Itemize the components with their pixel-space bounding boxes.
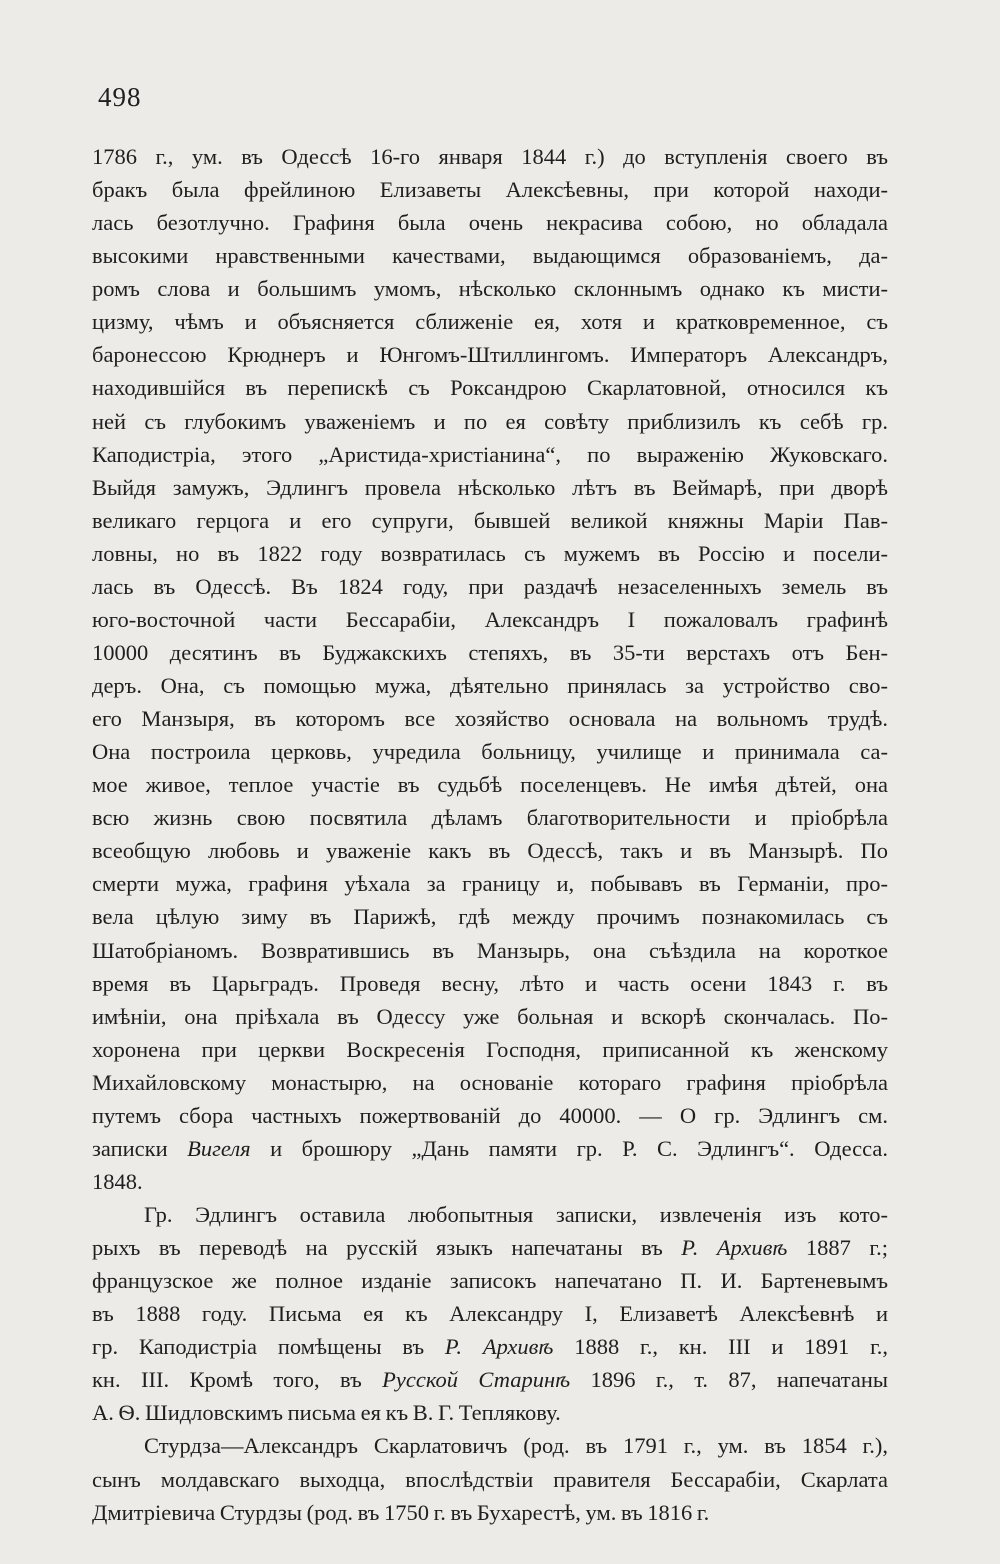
- text-line: [92, 1231, 888, 1264]
- text-line: 1848.: [92, 1168, 143, 1194]
- text-line: время въ Царьградъ. Проведя весну, лѣто и часть осени 1843 г. въ: [92, 970, 888, 996]
- text-line: въ 1888 году. Письма ея къ Александру I, Елизаветѣ Алексѣевнѣ и: [92, 1301, 888, 1327]
- italic-title: Русской Старинѣ: [382, 1367, 571, 1393]
- text-line: Гр. Эдлингъ оставила любопытныя записки, извлеченія изъ кото-: [144, 1202, 888, 1227]
- text-line: А. Ѳ. Шидловскимъ письма ея къ В. Г. Теплякову.: [92, 1400, 561, 1426]
- text-line: французское же полное изданіе записокъ напечатано П. И. Бартеневымъ: [92, 1268, 888, 1294]
- text-line: Дмитріевича Стурдзы (род. въ 1750 г. въ Бухарестѣ, ум. въ 1816 г.: [92, 1499, 710, 1525]
- text-line: великаго герцога и его супруги, бывшей великой княжны Маріи Пав-: [92, 507, 888, 533]
- text-line: всеобщую любовь и уваженіе какъ въ Одессѣ, такъ и въ Манзырѣ. По: [92, 838, 888, 864]
- text-line: мое живое, теплое участіе въ судьбѣ поселенцевъ. Не имѣя дѣтей, она: [92, 772, 888, 798]
- paragraph: [92, 140, 888, 1198]
- text-line: баронессою Крюднеръ и Юнгомъ-Штиллингомъ. Императоръ Александръ,: [92, 342, 888, 368]
- text-line: 1786 г., ум. въ Одессѣ 16-го января 1844 г.) до вступленія своего въ: [92, 144, 888, 169]
- text-line: [92, 1132, 888, 1165]
- text-line: находившійся въ перепискѣ съ Роксандрою Скарлатовной, относился къ: [92, 375, 888, 401]
- text-line: Шатобріаномъ. Возвратившись въ Манзырь, она съѣздила на короткое: [92, 937, 888, 963]
- text-segment: 1888 г., кн. III и 1891 г.,: [553, 1334, 889, 1360]
- text-segment: 1896 г., т. 87, напечатаны: [570, 1367, 888, 1393]
- text-line: цизму, чѣмъ и объясняется сближеніе ея, хотя и кратковременное, съ: [92, 309, 888, 335]
- text-line: всю жизнь свою посвятила дѣламъ благотворительности и пріобрѣла: [92, 805, 888, 831]
- text-line: [92, 1363, 888, 1396]
- text-segment: кн. III. Кромѣ того, въ: [92, 1367, 383, 1393]
- text-line: 10000 десятинъ въ Буджакскихъ степяхъ, въ 35-ти верстахъ отъ Бен-: [92, 639, 888, 665]
- text-line: сынъ молдавскаго выходца, впослѣдствіи правителя Бессарабіи, Скарлата: [92, 1466, 888, 1492]
- page-number: 498: [98, 82, 142, 112]
- text-line: Каподистріа, этого „Аристида-христіанина“, по выраженію Жуковскаго.: [92, 441, 888, 467]
- text-line: бракъ была фрейлиною Елизаветы Алексѣевны, при которой находи-: [92, 177, 888, 203]
- italic-title: Р. Архивѣ: [444, 1334, 554, 1360]
- italic-title: Р. Архивѣ: [681, 1235, 788, 1261]
- text-line: Она построила церковь, учредила больницу, училище и принимала са-: [92, 739, 888, 765]
- text-line: лась въ Одессѣ. Въ 1824 году, при раздачѣ незаселенныхъ земель въ: [92, 573, 888, 599]
- text-segment: записки: [92, 1135, 188, 1161]
- text-line: Выйдя замужъ, Эдлингъ провела нѣсколько лѣтъ въ Веймарѣ, при дворѣ: [92, 474, 888, 500]
- text-line: его Манзыря, въ которомъ все хозяйство основала на вольномъ трудѣ.: [92, 706, 888, 732]
- text-line: смерти мужа, графиня уѣхала за границу и, побывавъ въ Германіи, про-: [92, 871, 888, 897]
- text-line: ней съ глубокимъ уваженіемъ и по ея совѣту приблизилъ къ себѣ гр.: [92, 408, 888, 434]
- text-line: Стурдза—Александръ Скарлатовичъ (род. въ 1791 г., ум. въ 1854 г.),: [144, 1433, 888, 1459]
- text-line: [92, 1330, 888, 1363]
- text-segment: гр. Каподистріа помѣщены въ: [92, 1334, 445, 1360]
- body-text: [92, 140, 888, 1529]
- text-line: путемъ сбора частныхъ пожертвованій до 40000. — О гр. Эдлингъ см.: [92, 1102, 888, 1128]
- text-segment: рыхъ въ переводѣ на русскій языкъ напечатаны въ: [92, 1235, 682, 1261]
- text-line: деръ. Она, съ помощью мужа, дѣятельно принялась за устройство сво-: [92, 673, 888, 698]
- text-segment: и брошюру „Дань памяти гр. Р. С. Эдлингъ“. Одесса.: [250, 1135, 888, 1161]
- text-segment: 1887 г.;: [787, 1235, 888, 1261]
- text-line: хоронена при церкви Воскресенія Господня, приписанной къ женскому: [92, 1036, 888, 1062]
- paragraph: [92, 1429, 888, 1528]
- text-line: имѣніи, она пріѣхала въ Одессу уже больная и вскорѣ скончалась. По-: [92, 1003, 888, 1029]
- text-line: Михайловскому монастырю, на основаніе котораго графиня пріобрѣла: [92, 1069, 888, 1095]
- text-line: ромъ слова и большимъ умомъ, нѣсколько склоннымъ однако къ мисти-: [92, 276, 888, 302]
- italic-title: Вигеля: [187, 1135, 251, 1161]
- paragraph: [92, 1198, 888, 1429]
- text-line: вела цѣлую зиму въ Парижѣ, гдѣ между прочимъ познакомилась съ: [92, 904, 888, 930]
- text-line: лась безотлучно. Графиня была очень некрасива собою, но обладала: [92, 210, 888, 236]
- text-line: ловны, но въ 1822 году возвратилась съ мужемъ въ Россію и посели-: [92, 540, 888, 566]
- text-line: юго-восточной части Бессарабіи, Александръ I пожаловалъ графинѣ: [92, 606, 888, 632]
- text-line: высокими нравственными качествами, выдающимся образованіемъ, да-: [92, 243, 888, 269]
